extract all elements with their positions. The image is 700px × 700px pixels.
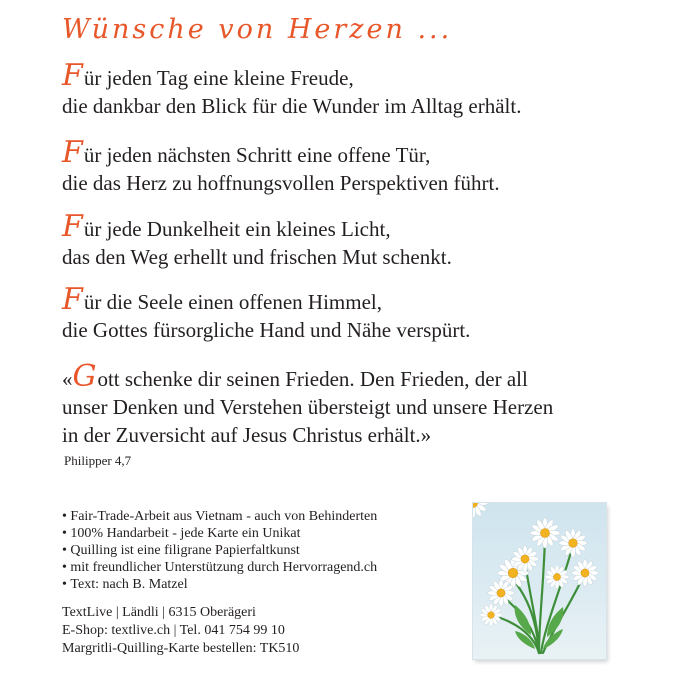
contact-address: TextLive | Ländli | 6315 Oberägeri: [62, 605, 256, 620]
drop-initial: F: [62, 135, 83, 170]
quote-open-mark: «: [62, 367, 73, 391]
quote-line: [62, 359, 553, 394]
quote-line: unser Denken und Verstehen übersteigt und unsere Herzen: [62, 395, 554, 419]
drop-initial: G: [72, 359, 97, 394]
stanza-line: die das Herz zu hoffnungsvollen Perspektiven führt.: [62, 171, 500, 195]
wish-stanza-2: [62, 135, 500, 197]
stanza-text: ür jede Dunkelheit ein kleines Licht,: [83, 217, 391, 241]
quote-text: ott schenke dir seinen Frieden. Den Frieden, der all: [97, 367, 528, 391]
stanza-line: die Gottes fürsorgliche Hand und Nähe verspürt.: [62, 318, 471, 342]
stanza-line: [62, 135, 500, 170]
stanza-line: die dankbar den Blick für die Wunder im Alltag erhält.: [62, 94, 522, 118]
stanza-line: das den Weg erhellt und frischen Mut schenkt.: [62, 245, 452, 269]
contact-order: Margritli-Quilling-Karte bestellen: TK510: [62, 641, 300, 656]
drop-initial: F: [62, 282, 83, 317]
list-item: • Text: nach B. Matzel: [62, 576, 377, 593]
stanza-line: [62, 209, 452, 244]
stanza-text: ür die Seele einen offenen Himmel,: [83, 290, 383, 314]
wish-stanza-1: [62, 58, 522, 120]
contact-shop: E-Shop: textlive.ch | Tel. 041 754 99 10: [62, 623, 285, 638]
quote-line: in der Zuversicht auf Jesus Christus erhält.»: [62, 423, 432, 447]
wish-stanza-4: [62, 282, 471, 344]
page-title: Wünsche von Herzen ...: [62, 14, 453, 45]
daisy-card-image: [473, 503, 606, 659]
list-item: • Fair-Trade-Arbeit aus Vietnam - auch von Behinderten: [62, 508, 377, 525]
info-bullet-list: [62, 508, 377, 593]
drop-initial: F: [62, 58, 83, 93]
bible-quote: [62, 359, 554, 449]
stanza-text: ür jeden Tag eine kleine Freude,: [83, 66, 354, 90]
stanza-line: [62, 282, 470, 317]
list-item: • 100% Handarbeit - jede Karte ein Unikat: [62, 525, 377, 542]
stanza-line: [62, 58, 521, 93]
drop-initial: F: [62, 209, 83, 244]
stanza-text: ür jeden nächsten Schritt eine offene Tür,: [83, 143, 431, 167]
quote-reference: Philipper 4,7: [64, 453, 132, 468]
list-item: • Quilling ist eine filigrane Papierfaltkunst: [62, 542, 377, 559]
wish-stanza-3: [62, 209, 452, 271]
contact-block: [62, 604, 299, 658]
list-item: • mit freundlicher Unterstützung durch Hervorragend.ch: [62, 559, 377, 576]
daisy-bouquet-icon: [473, 503, 606, 659]
